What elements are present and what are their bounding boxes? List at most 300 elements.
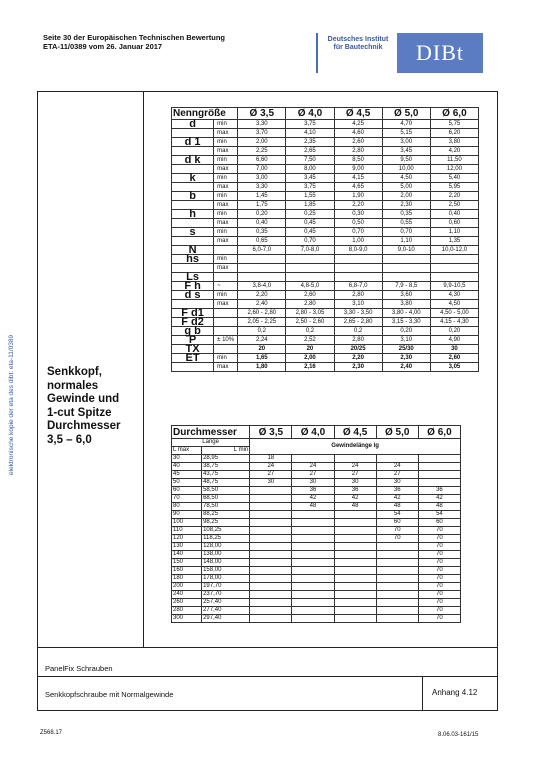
value-cell: 0,70 [334, 228, 382, 237]
value-cell: 7,50 [286, 156, 334, 165]
value-cell: 2,65 [286, 147, 334, 156]
value-cell: 8,00 [286, 165, 334, 174]
minmax-cell: ~ [214, 282, 238, 291]
value-cell: 4,8-5,0 [286, 282, 334, 291]
value-cell [334, 264, 382, 273]
value-cell [292, 591, 334, 599]
value-cell: 3,60 [382, 291, 430, 300]
value-cell: 90 [172, 511, 202, 519]
value-cell [376, 607, 418, 615]
symbol-cell: s [172, 228, 214, 237]
value-cell: 0,2 [286, 327, 334, 336]
column-header: Ø 3,5 [250, 426, 292, 439]
value-cell: 2,24 [238, 336, 286, 345]
table-row [172, 192, 479, 201]
minmax-cell [214, 273, 238, 282]
value-cell [418, 479, 460, 487]
value-cell: 0,2 [334, 327, 382, 336]
value-cell: 2,60 [430, 354, 478, 363]
value-cell [376, 575, 418, 583]
value-cell: 4,60 [334, 129, 382, 138]
value-cell: 0,45 [286, 219, 334, 228]
value-cell [376, 599, 418, 607]
symbol-cell: g b [172, 327, 214, 336]
value-cell: 0,30 [334, 210, 382, 219]
value-cell [286, 264, 334, 273]
table-row [172, 583, 461, 591]
value-cell: 6,60 [238, 156, 286, 165]
value-cell: 70 [418, 551, 460, 559]
value-cell [334, 511, 376, 519]
value-cell [376, 455, 418, 463]
value-cell: 0,70 [382, 228, 430, 237]
symbol-cell: F d2 [172, 318, 214, 327]
value-cell: 9,0-10 [382, 246, 430, 255]
minmax-cell [214, 246, 238, 255]
value-cell: 7,00 [238, 165, 286, 174]
value-cell: 70 [418, 575, 460, 583]
value-cell [292, 567, 334, 575]
value-cell: 10,00 [382, 165, 430, 174]
lmin-label: L min [202, 447, 250, 455]
table-row [172, 559, 461, 567]
value-cell: 178,00 [202, 575, 250, 583]
table-row [172, 551, 461, 559]
column-header: Ø 6,0 [418, 426, 460, 439]
value-cell: 42 [292, 495, 334, 503]
value-cell: 38,75 [202, 463, 250, 471]
table-row [172, 246, 479, 255]
column-header: Ø 5,0 [376, 426, 418, 439]
value-cell [250, 543, 292, 551]
table-row [172, 201, 479, 210]
value-cell [292, 615, 334, 623]
table-row [172, 138, 479, 147]
value-cell [250, 607, 292, 615]
value-cell: 3,30 - 3,50 [334, 309, 382, 318]
value-cell: 0,20 [430, 327, 478, 336]
value-cell: 5,95 [430, 183, 478, 192]
table-row [172, 327, 479, 336]
value-cell: 2,16 [286, 363, 334, 372]
value-cell [334, 559, 376, 567]
value-cell: 50 [172, 479, 202, 487]
value-cell [376, 591, 418, 599]
value-cell [334, 455, 376, 463]
value-cell: 3,15 - 3,30 [382, 318, 430, 327]
value-cell: 36 [292, 487, 334, 495]
value-cell: 5,40 [430, 174, 478, 183]
minmax-cell: max [214, 300, 238, 309]
value-cell: 140 [172, 551, 202, 559]
value-cell: 200 [172, 583, 202, 591]
minmax-cell [214, 327, 238, 336]
table-row [172, 575, 461, 583]
value-cell: 24 [250, 463, 292, 471]
value-cell: 5,75 [430, 120, 478, 129]
value-cell: 0,70 [286, 237, 334, 246]
value-cell: 3,45 [286, 174, 334, 183]
value-cell: 0,60 [430, 219, 478, 228]
value-cell: 70 [418, 535, 460, 543]
value-cell: 70 [418, 559, 460, 567]
value-cell: 48 [376, 503, 418, 511]
table-row [172, 264, 479, 273]
value-cell: 7,0-8,0 [286, 246, 334, 255]
symbol-cell: d k [172, 156, 214, 165]
symbol-cell: b [172, 192, 214, 201]
value-cell: 1,80 [238, 363, 286, 372]
table-row [172, 210, 479, 219]
value-cell [292, 511, 334, 519]
lmax-label: L max [172, 447, 202, 455]
table-header-row [172, 108, 479, 120]
table-row [172, 527, 461, 535]
value-cell [250, 551, 292, 559]
value-cell: 1,85 [286, 201, 334, 210]
value-cell [292, 535, 334, 543]
value-cell: 0,50 [334, 219, 382, 228]
value-cell: 0,25 [286, 210, 334, 219]
value-cell [286, 255, 334, 264]
value-cell: 2,30 [334, 363, 382, 372]
value-cell: 6,20 [430, 129, 478, 138]
table-row [172, 309, 479, 318]
value-cell: 60 [172, 487, 202, 495]
value-cell [250, 567, 292, 575]
table-row [172, 300, 479, 309]
minmax-cell: min [214, 291, 238, 300]
value-cell: 1,10 [430, 228, 478, 237]
screw-title: Senkkopf, normales Gewinde und 1-cut Spitze Durchmesser 3,5 – 6,0 [47, 366, 121, 446]
value-cell: 70 [418, 543, 460, 551]
minmax-cell: min [214, 192, 238, 201]
column-header: Ø 4,5 [334, 426, 376, 439]
table-row [172, 363, 479, 372]
value-cell: 40 [172, 463, 202, 471]
value-cell: 2,40 [238, 300, 286, 309]
value-cell [238, 264, 286, 273]
value-cell [286, 273, 334, 282]
value-cell [334, 273, 382, 282]
value-cell: 9,00 [334, 165, 382, 174]
table-row [172, 336, 479, 345]
value-cell: 11,50 [430, 156, 478, 165]
minmax-cell: max [214, 219, 238, 228]
value-cell: 280 [172, 607, 202, 615]
minmax-cell: max [214, 201, 238, 210]
value-cell: 30 [334, 479, 376, 487]
dimension-table [171, 107, 479, 372]
value-cell: 138,00 [202, 551, 250, 559]
value-cell: 110 [172, 527, 202, 535]
value-cell: 8,0-9,0 [334, 246, 382, 255]
value-cell [292, 527, 334, 535]
minmax-cell [214, 318, 238, 327]
table-row [172, 183, 479, 192]
value-cell: 4,10 [286, 129, 334, 138]
value-cell: 20/25 [334, 345, 382, 354]
value-cell: 80 [172, 503, 202, 511]
value-cell: 54 [418, 511, 460, 519]
table-row [172, 174, 479, 183]
value-cell: 30 [292, 479, 334, 487]
minmax-cell [214, 345, 238, 354]
value-cell: 3,00 [382, 138, 430, 147]
value-cell: 1,10 [382, 237, 430, 246]
value-cell: 20 [286, 345, 334, 354]
column-header: Ø 4,0 [286, 108, 334, 120]
value-cell: 180 [172, 575, 202, 583]
value-cell: 6,8-7,0 [334, 282, 382, 291]
electronic-copy-note: elektronische kopie der eta des dibt: eta-11/0389 [8, 334, 15, 475]
value-cell: 3,80 - 4,00 [382, 309, 430, 318]
column-header: Ø 4,5 [334, 108, 382, 120]
value-cell: 36 [418, 487, 460, 495]
value-cell: 4,50 [430, 300, 478, 309]
value-cell: 260 [172, 599, 202, 607]
value-cell: 78,50 [202, 503, 250, 511]
minmax-cell: min [214, 138, 238, 147]
thread-length-label: Gewindelänge lg [250, 439, 461, 455]
value-cell: 2,20 [334, 201, 382, 210]
value-cell: 18 [250, 455, 292, 463]
table-row [172, 228, 479, 237]
value-cell [334, 551, 376, 559]
value-cell: 3,10 [334, 300, 382, 309]
value-cell: 1,90 [334, 192, 382, 201]
value-cell: 2,30 [382, 354, 430, 363]
value-cell: 240 [172, 591, 202, 599]
table-row [172, 463, 461, 471]
value-cell: 27 [376, 471, 418, 479]
value-cell: 24 [334, 463, 376, 471]
value-cell: 4,50 [382, 174, 430, 183]
value-cell: 70 [418, 615, 460, 623]
value-cell: 3,75 [286, 120, 334, 129]
value-cell: 70 [376, 535, 418, 543]
column-header: Ø 4,0 [292, 426, 334, 439]
value-cell [376, 567, 418, 575]
symbol-cell: d [172, 120, 214, 129]
product-description: Senkkopfschraube mit Normalgewinde [45, 690, 174, 699]
value-cell: 28,95 [202, 455, 250, 463]
value-cell: 58,50 [202, 487, 250, 495]
value-cell: 148,00 [202, 559, 250, 567]
value-cell: 3,00 [238, 174, 286, 183]
value-cell: 3,75 [286, 183, 334, 192]
table-row [172, 156, 479, 165]
value-cell: 2,20 [430, 192, 478, 201]
value-cell [250, 575, 292, 583]
value-cell: 2,00 [286, 354, 334, 363]
value-cell [250, 511, 292, 519]
minmax-cell: min [214, 156, 238, 165]
value-cell: 2,52 [286, 336, 334, 345]
table-row [172, 567, 461, 575]
value-cell: 4,50 - 5,00 [430, 309, 478, 318]
value-cell [250, 583, 292, 591]
value-cell: 2,05 - 2,25 [238, 318, 286, 327]
value-cell [250, 615, 292, 623]
value-cell: 297,40 [202, 615, 250, 623]
value-cell: 70 [418, 567, 460, 575]
value-cell: 2,30 [382, 201, 430, 210]
value-cell: 160 [172, 567, 202, 575]
table-row [172, 607, 461, 615]
minmax-cell: min [214, 120, 238, 129]
value-cell [250, 519, 292, 527]
value-cell: 4,30 [430, 291, 478, 300]
value-cell: 197,70 [202, 583, 250, 591]
value-cell [292, 519, 334, 527]
value-cell: 237,70 [202, 591, 250, 599]
value-cell: 9,50 [382, 156, 430, 165]
value-cell [376, 615, 418, 623]
value-cell: 2,00 [238, 138, 286, 147]
value-cell: 48 [334, 503, 376, 511]
value-cell [382, 255, 430, 264]
value-cell: 60 [418, 519, 460, 527]
value-cell [292, 455, 334, 463]
table-row [172, 273, 479, 282]
value-cell: 2,20 [238, 291, 286, 300]
value-cell: 0,20 [382, 327, 430, 336]
value-cell: 3,80 [382, 300, 430, 309]
table-row [172, 495, 461, 503]
value-cell: 100 [172, 519, 202, 527]
value-cell: 2,40 [382, 363, 430, 372]
minmax-cell: min [214, 174, 238, 183]
value-cell: 2,60 - 2,80 [238, 309, 286, 318]
table-row [172, 535, 461, 543]
value-cell: 4,70 [382, 120, 430, 129]
value-cell [292, 543, 334, 551]
value-cell: 4,15 - 4,30 [430, 318, 478, 327]
value-cell [334, 535, 376, 543]
value-cell: 70 [172, 495, 202, 503]
value-cell [250, 591, 292, 599]
value-cell: 36 [334, 487, 376, 495]
table-row [172, 599, 461, 607]
value-cell: 0,55 [382, 219, 430, 228]
value-cell: 27 [250, 471, 292, 479]
length-label: Lange [172, 439, 250, 447]
symbol-cell: k [172, 174, 214, 183]
thread-length-table [171, 425, 461, 623]
value-cell [430, 255, 478, 264]
value-cell [430, 273, 478, 282]
document-code-right: 8.06.03-161/15 [438, 732, 479, 738]
value-cell: 2,80 [334, 291, 382, 300]
table-header-row [172, 426, 461, 439]
value-cell: 43,75 [202, 471, 250, 479]
value-cell [418, 463, 460, 471]
value-cell: 60 [376, 519, 418, 527]
table-row [172, 455, 461, 463]
value-cell: 70 [418, 527, 460, 535]
value-cell: 3,05 [430, 363, 478, 372]
value-cell: 70 [418, 591, 460, 599]
value-cell: 48,75 [202, 479, 250, 487]
value-cell [250, 503, 292, 511]
value-cell: 0,2 [238, 327, 286, 336]
minmax-cell: min [214, 228, 238, 237]
value-cell: 3,8-4,0 [238, 282, 286, 291]
symbol-cell: P [172, 336, 214, 345]
value-cell: 257,40 [202, 599, 250, 607]
product-name: PanelFix Schrauben [45, 664, 113, 673]
document-code-left: Z568.17 [40, 730, 63, 736]
value-cell [334, 519, 376, 527]
table-row [172, 147, 479, 156]
value-cell: 0,65 [238, 237, 286, 246]
symbol-cell: N [172, 246, 214, 255]
value-cell: 2,65 - 2,80 [334, 318, 382, 327]
table-row [172, 291, 479, 300]
value-cell: 30 [250, 479, 292, 487]
value-cell [334, 591, 376, 599]
table-row [172, 519, 461, 527]
value-cell: 36 [376, 487, 418, 495]
value-cell: 10,0-12,0 [430, 246, 478, 255]
symbol-cell: F h [172, 282, 214, 291]
value-cell [334, 543, 376, 551]
value-cell: 118,25 [202, 535, 250, 543]
value-cell: 30 [430, 345, 478, 354]
value-cell: 68,50 [202, 495, 250, 503]
logo-mark: DIBt [397, 33, 483, 73]
value-cell [334, 583, 376, 591]
value-cell: 2,80 [334, 147, 382, 156]
value-cell: 2,80 [286, 300, 334, 309]
corner-label: Nenngröße [172, 108, 238, 120]
value-cell [292, 575, 334, 583]
table-row [172, 282, 479, 291]
value-cell: 3,70 [238, 129, 286, 138]
minmax-cell: max [214, 183, 238, 192]
symbol-cell: h [172, 210, 214, 219]
value-cell: 150 [172, 559, 202, 567]
value-cell: 9,9-10,5 [430, 282, 478, 291]
value-cell: 3,80 [430, 138, 478, 147]
value-cell [334, 527, 376, 535]
minmax-cell: min [214, 255, 238, 264]
table-row [172, 219, 479, 228]
value-cell [334, 599, 376, 607]
value-cell [376, 583, 418, 591]
minmax-cell: max [214, 129, 238, 138]
value-cell: 0,40 [238, 219, 286, 228]
header-line-2: ETA-11/0389 vom 26. Januar 2017 [43, 42, 163, 51]
symbol-cell: ET [172, 354, 214, 363]
subheader-row [172, 439, 461, 447]
symbol-cell: Ls [172, 273, 214, 282]
value-cell [334, 575, 376, 583]
minmax-cell: max [214, 363, 238, 372]
value-cell: 3,30 [238, 183, 286, 192]
value-cell: 2,60 [286, 291, 334, 300]
table-row [172, 487, 461, 495]
value-cell: 6,0-7,0 [238, 246, 286, 255]
column-header: Ø 3,5 [238, 108, 286, 120]
value-cell: 0,40 [430, 210, 478, 219]
value-cell: 3,30 [238, 120, 286, 129]
value-cell: 1,75 [238, 201, 286, 210]
table-row [172, 345, 479, 354]
value-cell: 300 [172, 615, 202, 623]
value-cell: 2,20 [334, 354, 382, 363]
